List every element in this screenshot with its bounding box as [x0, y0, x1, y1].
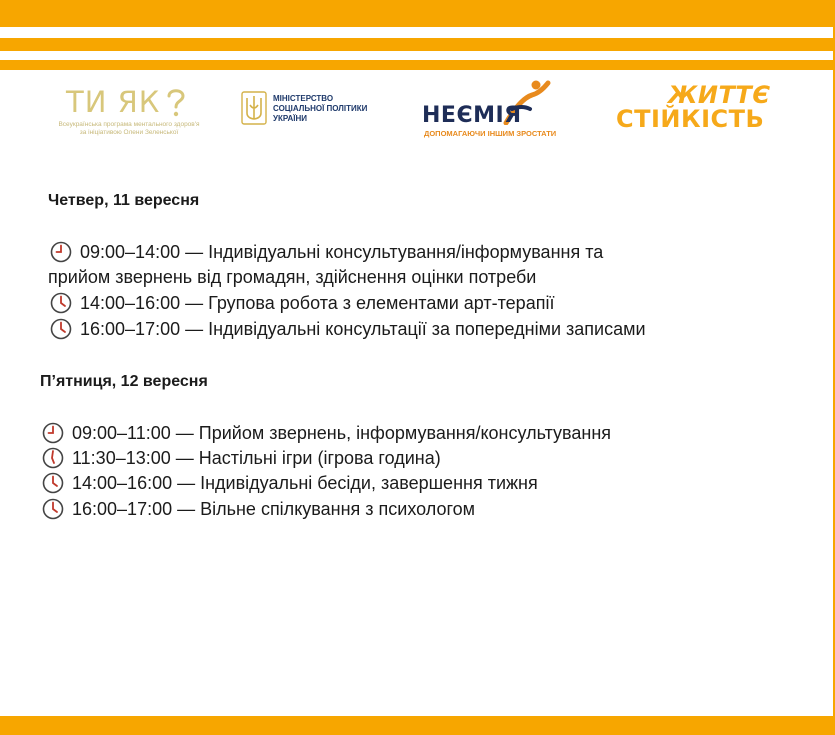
ministry-name-line2: СОЦІАЛЬНОЇ ПОЛІТИКИ	[273, 104, 368, 113]
day2-item-3	[42, 471, 538, 495]
day1-heading: Четвер, 11 вересня	[48, 192, 200, 209]
day1-item-1-continuation: прийом звернень від громадян, здійснення оцінки потреби	[48, 267, 537, 287]
day1-item-3	[50, 317, 646, 341]
neemia-tagline: ДОПОМАГАЮЧИ ІНШИМ ЗРОСТАТИ	[424, 129, 557, 138]
zhyttia-line2: СТІЙКІСТЬ	[616, 105, 765, 133]
top-stripe-2	[0, 38, 835, 51]
ministry-name-line3: УКРАЇНИ	[273, 114, 308, 123]
top-stripe-1	[0, 0, 835, 27]
day2-item-4-text: 16:00–17:00 — Вільне спілкування з психологом	[72, 499, 476, 519]
clock-icon	[50, 241, 72, 263]
logo-ty-yak-subtitle	[54, 121, 204, 137]
neemia-name: НЕЄМІЯ	[422, 103, 522, 128]
day2-heading: П’ятниця, 12 вересня	[40, 373, 208, 390]
question-mark-icon	[166, 87, 186, 124]
clock-icon	[50, 292, 72, 314]
day2-item-2-text: 11:30–13:00 — Настільні ігри (ігрова година)	[72, 448, 441, 468]
day1-item-3-text: 16:00–17:00 — Індивідуальні консультації за попередніми записами	[80, 319, 646, 339]
ministry-name-line1: МІНІСТЕРСТВО	[273, 94, 334, 103]
day1-item-1	[50, 240, 603, 264]
day2-item-3-text: 14:00–16:00 — Індивідуальні бесіди, завершення тижня	[72, 473, 538, 493]
day1-item-2	[50, 291, 554, 315]
day2-item-1-text: 09:00–11:00 — Прийом звернень, інформування/консультування	[72, 423, 612, 443]
trident-icon	[241, 91, 267, 130]
top-stripe-3	[0, 60, 835, 70]
zhyttia-line1: ЖИТТЄ	[668, 81, 771, 109]
day2-item-4	[42, 497, 475, 521]
day1-item-2-text: 14:00–16:00 — Групова робота з елементами арт-терапії	[80, 293, 555, 313]
clock-icon	[42, 472, 64, 494]
clock-icon	[42, 498, 64, 520]
logo-ty-yak-subtitle-line1: Всеукраїнська програма ментального здоров'я	[58, 121, 200, 128]
logo-ty-yak-subtitle-line2: за ініціативою Олени Зеленської	[79, 129, 179, 136]
logo-ty-yak-title: ТИ ЯК	[66, 85, 161, 119]
bottom-stripe	[0, 716, 835, 735]
ministry-name	[273, 94, 367, 124]
logos-row	[0, 75, 835, 145]
day2-item-1	[42, 421, 611, 445]
logo-zhyttia-stiikist	[616, 81, 786, 137]
clock-icon	[42, 422, 64, 444]
day2-item-2	[42, 446, 441, 470]
clock-icon	[42, 447, 64, 469]
clock-icon	[50, 318, 72, 340]
logo-ministry-social-policy	[241, 91, 391, 131]
logo-neemia	[422, 79, 567, 143]
day1-item-1-text: 09:00–14:00 — Індивідуальні консультування/інформування та	[80, 242, 604, 262]
logo-ty-yak	[54, 85, 204, 140]
